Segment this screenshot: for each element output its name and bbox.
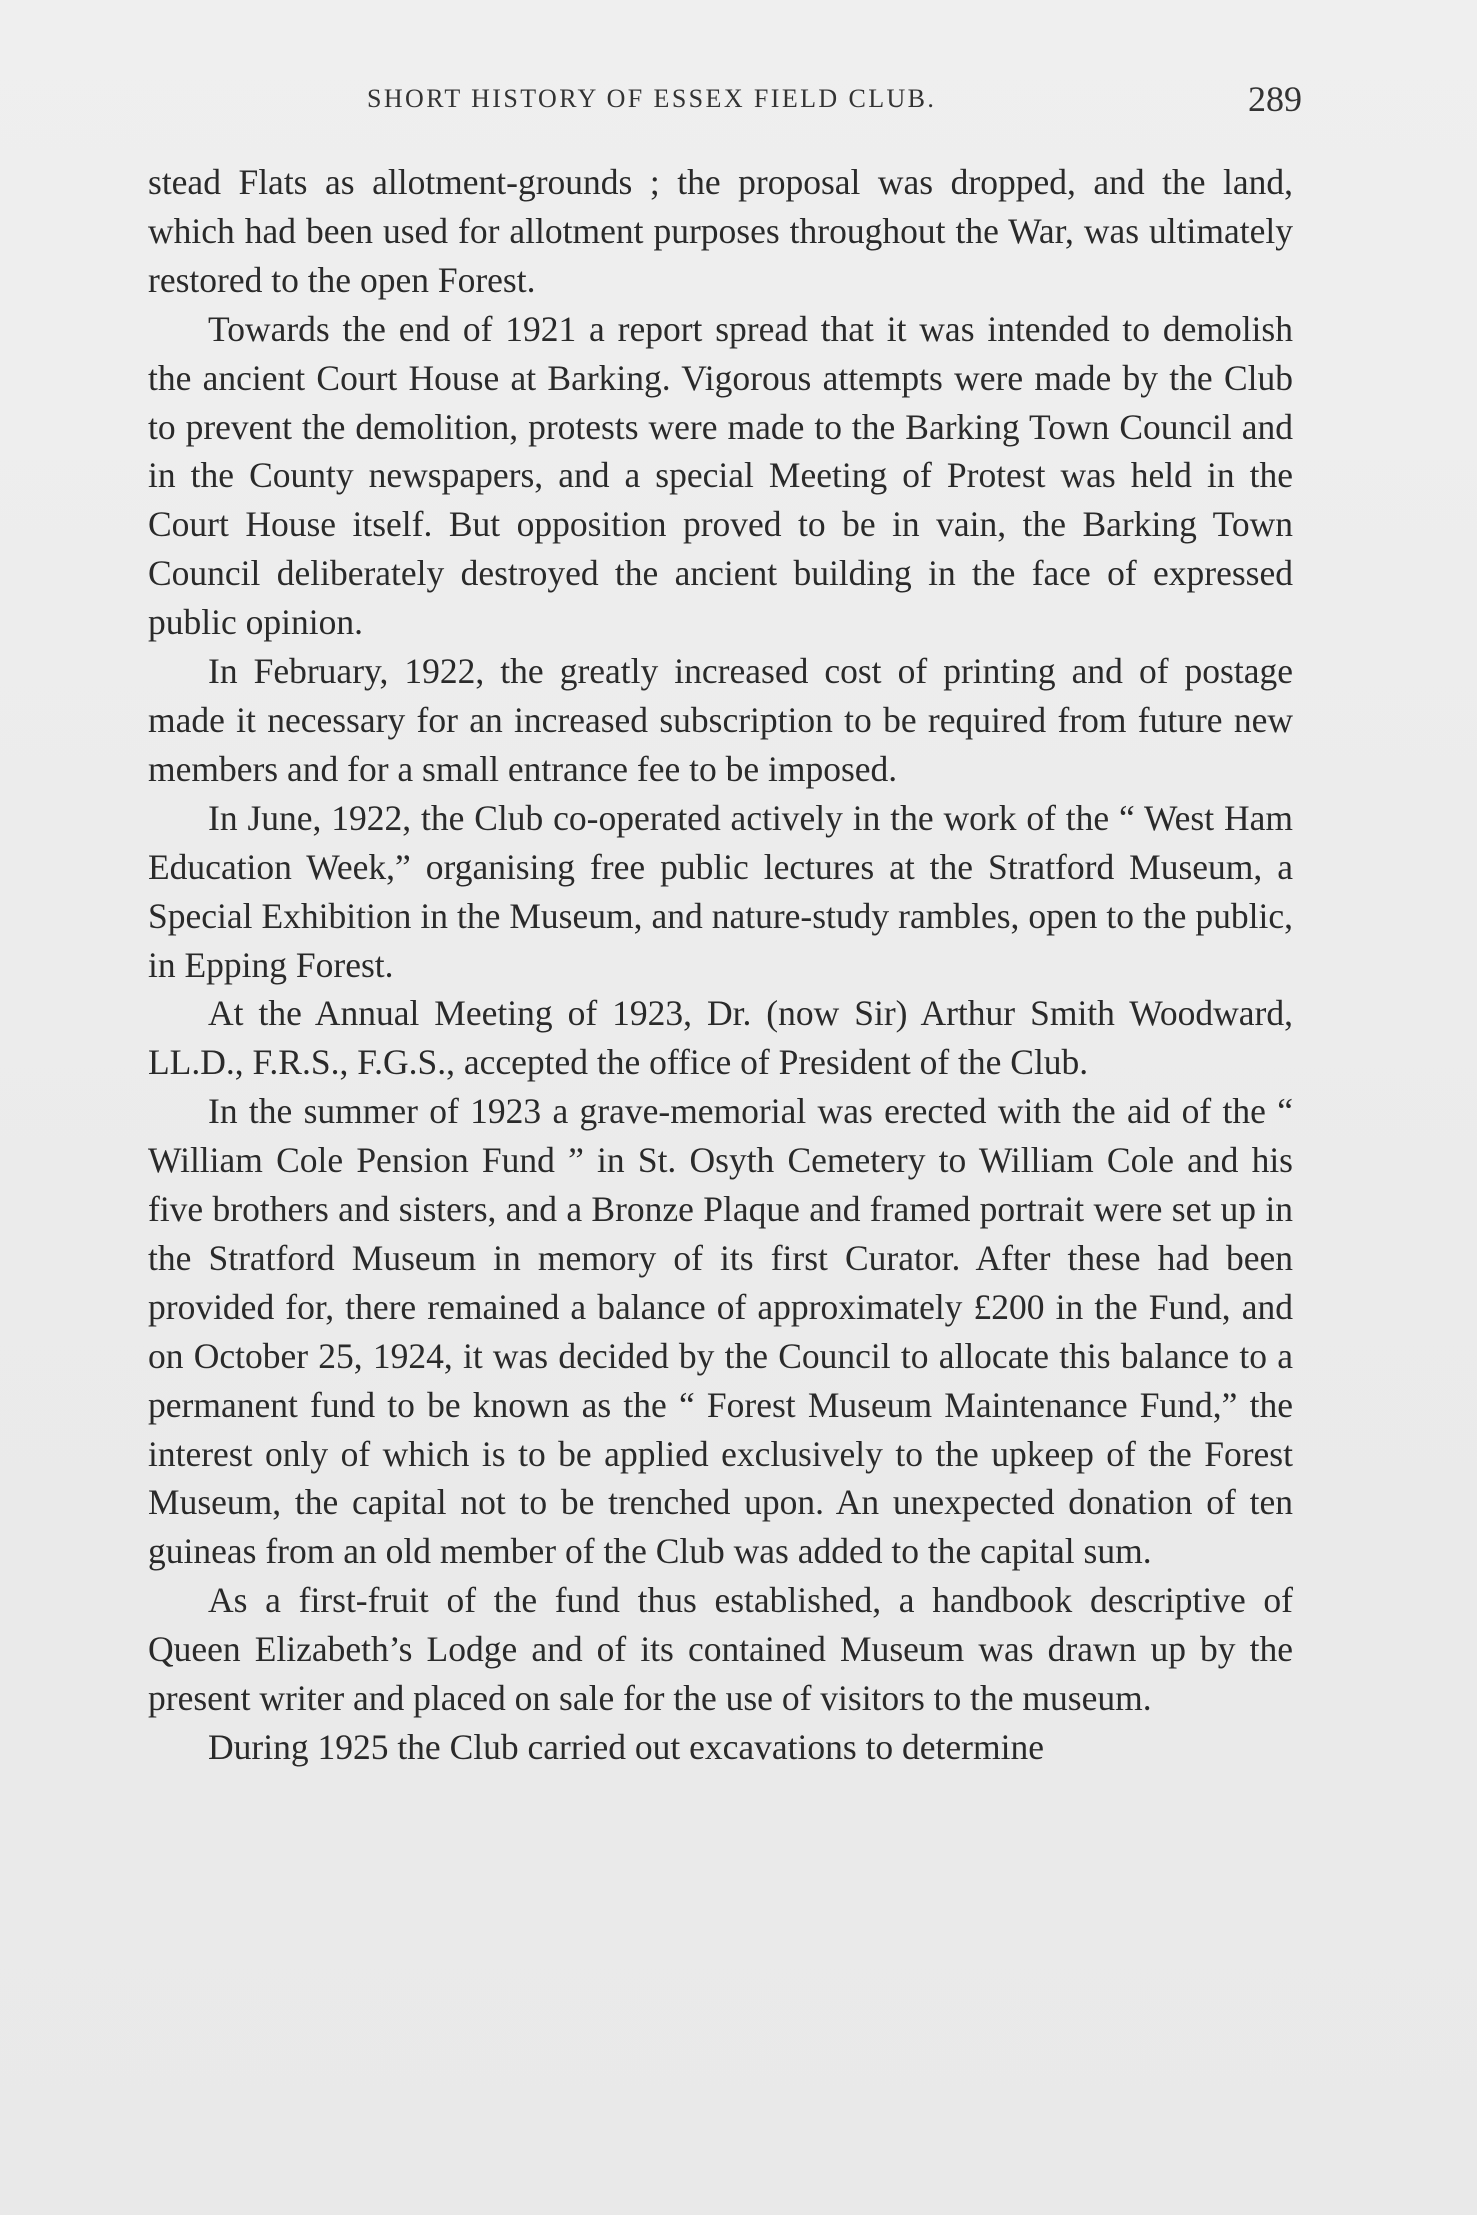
paragraph-education-week: In June, 1922, the Club co-operated actively in the work of the “ West Ham Education Week,” organising free public lectures at the Stratford Museum, a Special Exhibition in the Museum, and nature-study rambles, open to the public, in Epping Forest. — [148, 797, 1293, 985]
body-text — [148, 158, 1293, 1772]
running-title: SHORT HISTORY OF ESSEX FIELD CLUB. — [367, 84, 937, 113]
paragraph-memorial-fund: In the summer of 1923 a grave-memorial was erected with the aid of the “ William Cole Pension Fund ” in St. Osyth Cemetery to William Cole and his five brothers and sisters, and a Bronze Plaque and framed portrait were set up in the Stratford Museum in memory of its first Curator. After these had been provided for, there remained a balance of approximately £200 in the Fund, and on October 25, 1924, it was decided by the Council to allocate this balance to a permanent fund to be known as the “ Forest Museum Maintenance Fund,” the interest only of which is to be applied exclusively to the upkeep of the Forest Museum, the capital not to be trenched upon. An unexpected donation of ten guineas from an old member of the Club was added to the capital sum. — [148, 1091, 1293, 1572]
paragraph-excavations: During 1925 the Club carried out excavations to determine — [208, 1727, 1044, 1767]
paragraph-subscription: In February, 1922, the greatly increased cost of printing and of postage made it necessary for an increased subscription to be required from future new members and for a small entrance fee to be imposed. — [148, 651, 1293, 789]
paragraph-continued: stead Flats as allotment-grounds ; the proposal was dropped, and the land, which had been used for allotment purposes throughout the War, was ultimately restored to the open Forest. — [148, 162, 1293, 300]
running-header — [150, 79, 1302, 124]
paragraph-annual-meeting: At the Annual Meeting of 1923, Dr. (now Sir) Arthur Smith Woodward, LL.D., F.R.S., F.G.S., accepted the office of President of the Club. — [148, 993, 1293, 1083]
paragraph-court-house: Towards the end of 1921 a report spread that it was intended to demolish the ancient Court House at Barking. Vigorous attempts were made by the Club to prevent the demolition, protests were made to the Barking Town Council and in the County newspapers, and a special Meeting of Protest was held in the Court House itself. But opposition proved to be in vain, the Barking Town Council deliberately destroyed the ancient building in the face of expressed public opinion. — [148, 308, 1293, 643]
page-number: 289 — [1248, 79, 1302, 119]
paragraph-handbook: As a first-fruit of the fund thus established, a handbook descriptive of Queen Elizabeth’s Lodge and of its contained Museum was drawn up by the present writer and placed on sale for the use of visitors to the museum. — [148, 1580, 1293, 1719]
